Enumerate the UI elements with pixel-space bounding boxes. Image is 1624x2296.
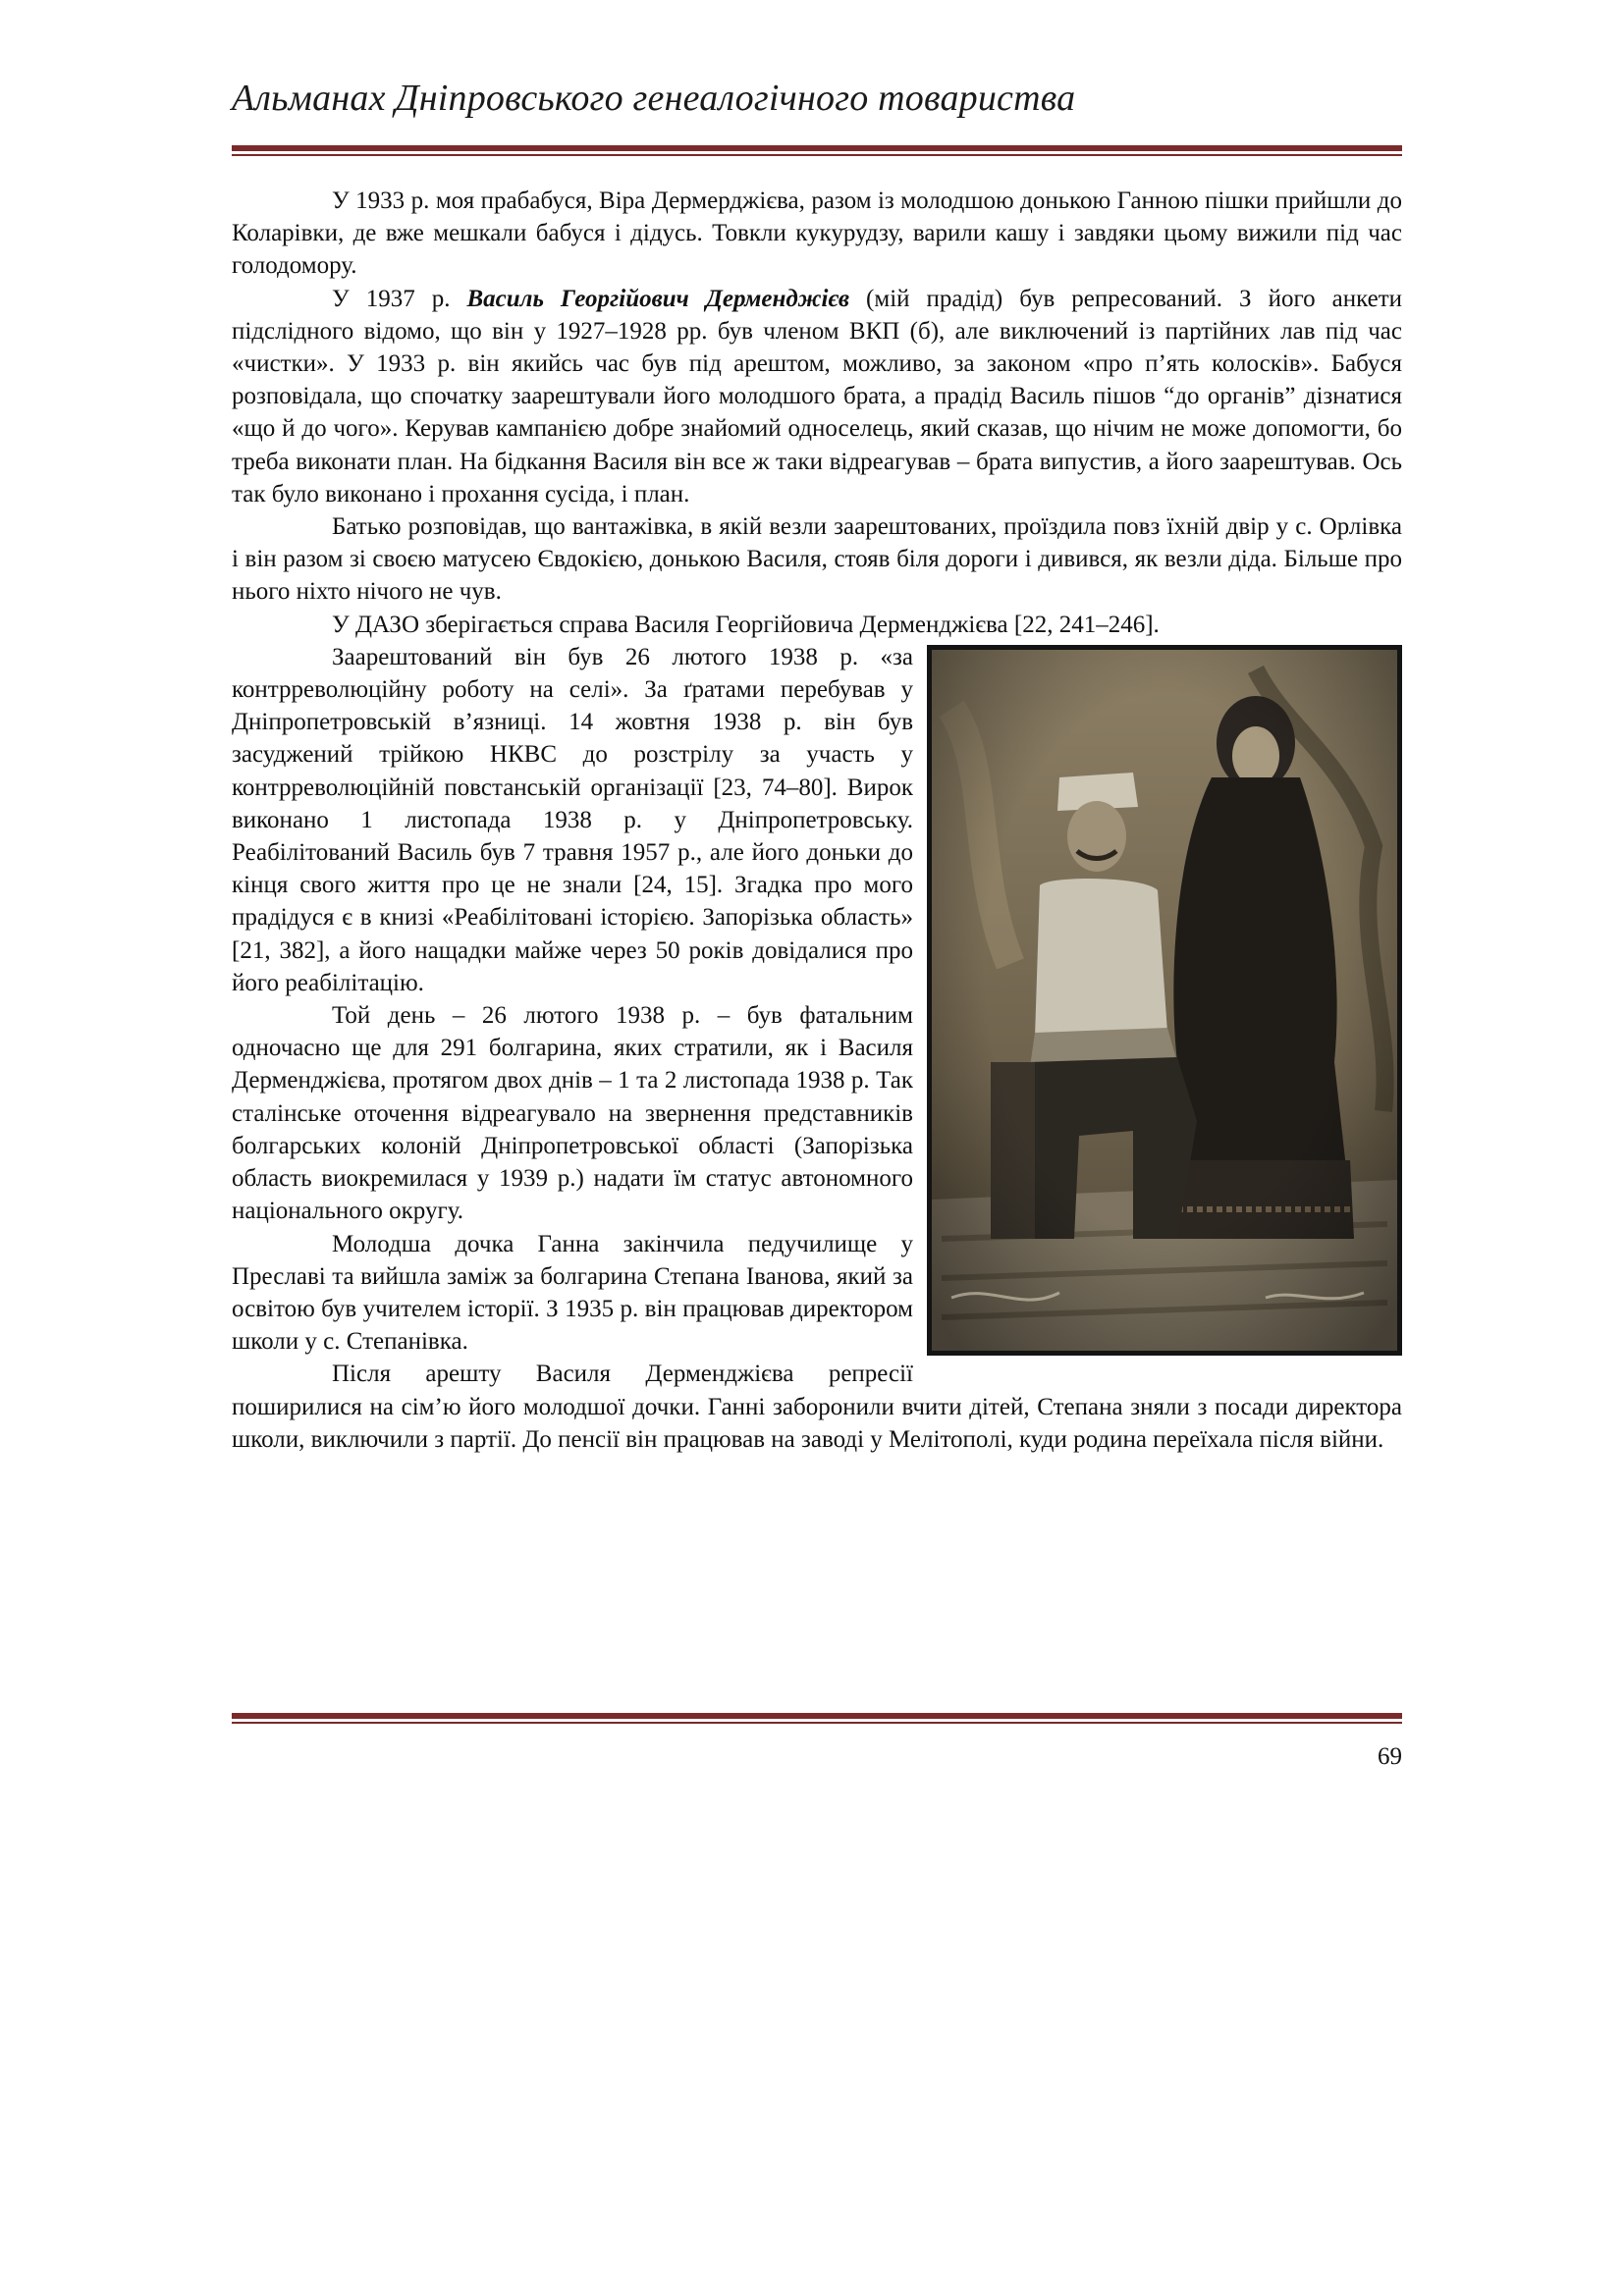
- vintage-family-portrait-icon: [932, 650, 1397, 1351]
- header-rule: [232, 145, 1402, 156]
- paragraph-2: У 1937 р. Василь Георгійович Дерменджієв (мій прадід) був репресований. З його анкети підслідного відомо, що він у 1927–1928 рр. був членом ВКП (б), але виключений із партійних лав під час «чистки». У 1933 р. він якийсь час був під арештом, можливо, за законом «про п’ять колосків». Бабуся розповідала, що спочатку заарештували його молодшого брата, а прадід Василь пішов “до органів” дізнатися «що й до чого». Керував кампанією добре знайомий односелець, який сказав, що нічим не може допомогти, бо треба виконати план. На бідкання Василя він все ж таки відреагував – брата випустив, а його заарештував. Ось так було виконано і прохання сусіда, і план.: [232, 285, 1402, 507]
- paragraph-6: Той день – 26 лютого 1938 р. – був фатальним одночасно ще для 291 болгарина, яких стратили, як і Василя Дерменджієва, протягом двох днів – 1 та 2 листопада 1938 р. Так сталінське оточення відреагувало на звернення представників болгарських колоній Дніпропетровської області (Запорізька область виокремилася у 1939 р.) надати їм статус автономного національного округу.: [232, 1002, 913, 1225]
- page-number: 69: [1378, 1743, 1402, 1770]
- footer-rule: [232, 1713, 1402, 1724]
- paragraph-5: Заарештований він був 26 лютого 1938 р. «за контрреволюційну роботу на селі». За ґратами перебував у Дніпропетровській в’язниці. 14 жовтня 1938 р. він був засуджений трійкою НКВС до розстрілу за участь у контрреволюційній повстанській організації [23, 74–80]. Вирок виконано 1 листопада 1938 р. у Дніпропетровську. Реабілітований Василь був 7 травня 1957 р., але його доньки до кінця свого життя про це не знали [24, 15]. Згадка про мого прадідуся є в книзі «Реабілітовані історією. Запорізька область» [21, 382], а його нащадки майже через 50 років довідалися про його реабілітацію.: [232, 643, 913, 996]
- article-body: [232, 185, 1402, 1456]
- person-name-bold: Василь Георгійович Дерменджієв: [466, 285, 850, 312]
- paragraph-4: У ДАЗО зберігається справа Василя Георгійовича Дерменджієва [22, 241–246].: [332, 611, 1160, 638]
- almanac-title: Альманах Дніпровського генеалогічного товариства: [232, 78, 1076, 119]
- paragraph-8: Після арешту Василя Дерменджієва репресії поширилися на сім’ю його молодшої дочки. Ганні заборонили вчити дітей, Степана зняли з посади директора школи, виключили з партії. До пенсії він працював на заводі у Мелітополі, куди родина переїхала після війни.: [232, 1361, 1402, 1453]
- paragraph-7: Молодша дочка Ганна закінчила педучилище у Преславі та вийшла заміж за болгарина Степана Іванова, який за освітою був учителем історії. З 1935 р. він працював директором школи у с. Степанівка.: [232, 1230, 913, 1356]
- vintage-family-portrait-photo: [927, 645, 1402, 1356]
- paragraph-1: У 1933 р. моя прабабуся, Віра Дермерджієва, разом із молодшою донькою Ганною пішки прийшли до Коларівки, де вже мешкали бабуся і дідусь. Товкли кукурудзу, варили кашу і завдяки цьому вижили під час голодомору.: [232, 187, 1402, 280]
- paragraph-3: Батько розповідав, що вантажівка, в якій везли заарештованих, проїздила повз їхній двір у с. Орлівка і він разом зі своєю матусею Євдокією, донькою Василя, стояв біля дороги і дивився, як везли діда. Більше про нього ніхто нічого не чув.: [232, 513, 1402, 606]
